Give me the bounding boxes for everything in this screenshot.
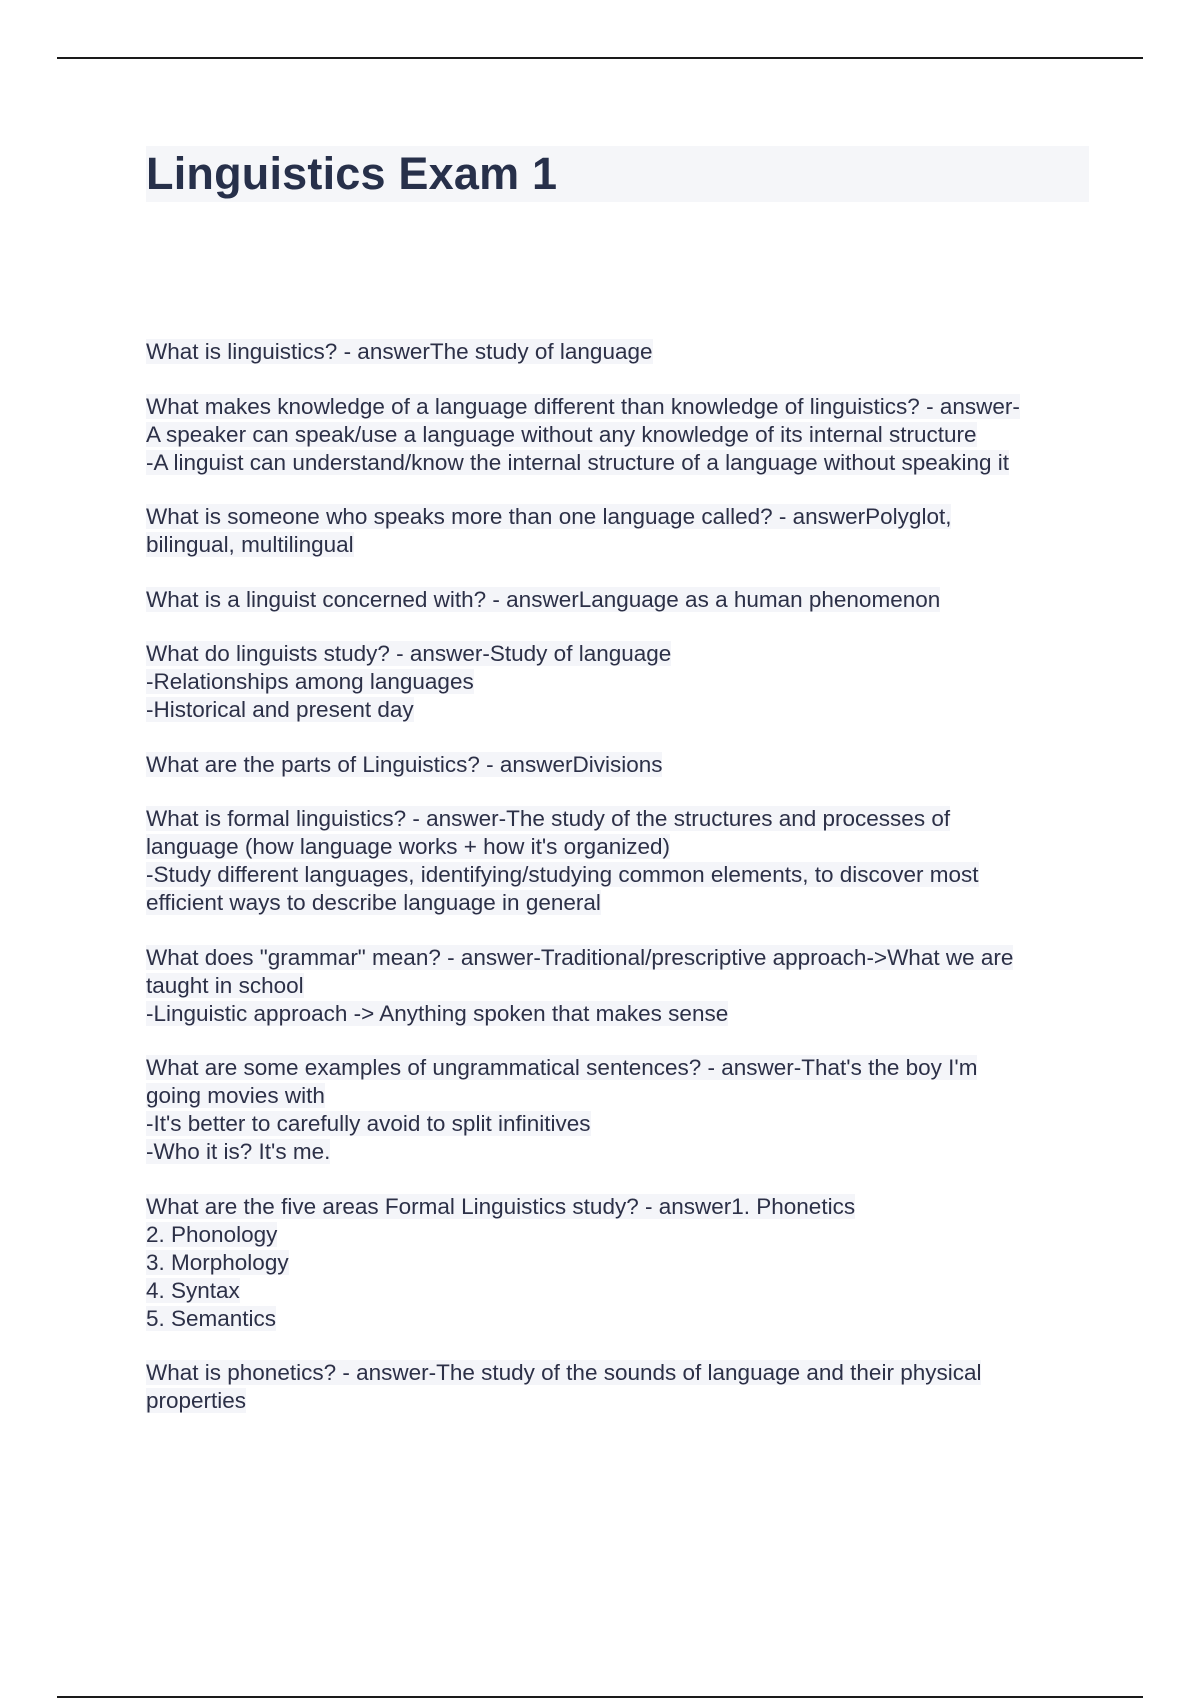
qa-line: -It's better to carefully avoid to split infinitives xyxy=(146,1111,591,1136)
qa-item-10 xyxy=(146,1193,1091,1333)
qa-item-1 xyxy=(146,338,1091,366)
qa-line: 3. Morphology xyxy=(146,1249,289,1275)
qa-line: A speaker can speak/use a language without any knowledge of its internal structure xyxy=(146,421,977,447)
bottom-rule xyxy=(57,1696,1143,1698)
qa-line: 4. Syntax xyxy=(146,1277,240,1303)
qa-item-3 xyxy=(146,503,1091,559)
page-title: Linguistics Exam 1 xyxy=(146,148,558,199)
qa-item-11 xyxy=(146,1359,1091,1415)
qa-line: taught in school xyxy=(146,972,304,998)
qa-line: language (how language works + how it's organized) xyxy=(146,834,670,859)
qa-line: going movies with xyxy=(146,1083,325,1108)
qa-item-8 xyxy=(146,944,1091,1028)
qa-line: -Historical and present day xyxy=(146,697,414,722)
qa-line: efficient ways to describe language in general xyxy=(146,890,601,915)
qa-item-7 xyxy=(146,805,1091,917)
qa-line: What are the parts of Linguistics? - answerDivisions xyxy=(146,751,663,777)
qa-line: What is linguistics? - answerThe study of language xyxy=(146,339,653,364)
qa-list xyxy=(146,338,1091,1442)
qa-line: What is someone who speaks more than one language called? - answerPolyglot, xyxy=(146,504,952,529)
qa-line: 5. Semantics xyxy=(146,1305,277,1331)
qa-line: What are the five areas Formal Linguistics study? - answer1. Phonetics xyxy=(146,1193,856,1219)
qa-line: What are some examples of ungrammatical sentences? - answer-That's the boy I'm xyxy=(146,1055,978,1080)
qa-line: What do linguists study? - answer-Study of language xyxy=(146,641,672,666)
qa-item-9 xyxy=(146,1054,1091,1166)
qa-line: -A linguist can understand/know the internal structure of a language without speaking it xyxy=(146,449,1010,475)
qa-line: bilingual, multilingual xyxy=(146,532,354,557)
qa-item-4 xyxy=(146,586,1091,614)
qa-item-6 xyxy=(146,751,1091,779)
qa-item-2 xyxy=(146,393,1091,477)
qa-line: What does "grammar" mean? - answer-Traditional/prescriptive approach->What we are xyxy=(146,944,1014,970)
qa-line: -Relationships among languages xyxy=(146,669,474,694)
qa-item-5 xyxy=(146,640,1091,724)
qa-line: 2. Phonology xyxy=(146,1221,278,1247)
qa-line: properties xyxy=(146,1388,247,1413)
qa-line: What is formal linguistics? - answer-The study of the structures and processes of xyxy=(146,806,951,831)
qa-line: -Study different languages, identifying/studying common elements, to discover most xyxy=(146,862,979,887)
qa-line: What is phonetics? - answer-The study of the sounds of language and their physical xyxy=(146,1360,982,1385)
qa-line: What is a linguist concerned with? - answerLanguage as a human phenomenon xyxy=(146,586,941,612)
top-rule xyxy=(57,57,1143,59)
qa-line: -Linguistic approach -> Anything spoken that makes sense xyxy=(146,1000,729,1026)
qa-line: -Who it is? It's me. xyxy=(146,1139,331,1164)
qa-line: What makes knowledge of a language different than knowledge of linguistics? - answer- xyxy=(146,393,1020,419)
